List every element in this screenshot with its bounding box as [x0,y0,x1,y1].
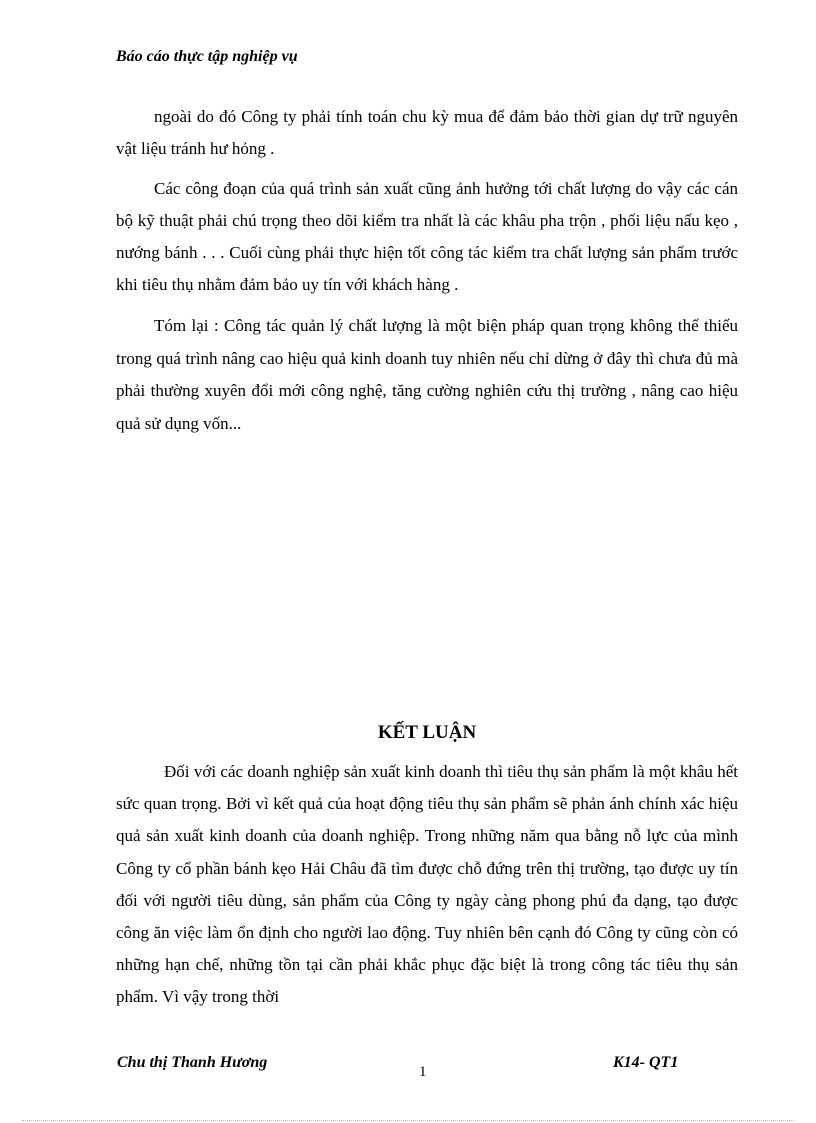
footer-author: Chu thị Thanh Hương [117,1054,268,1071]
conclusion-title: KẾT LUẬN [377,722,477,743]
paragraph-1: ngoài do đó Công ty phải tính toán chu kỳ mua để đảm bảo thời gian dự trữ nguyên vật liệu tránh hư hỏng . [116,107,738,158]
paragraph-2: Các công đoạn của quá trình sản xuất cũng ảnh hưởng tới chất lượng do vậy các cán bộ kỹ thuật phải chú trọng theo dõi kiểm tra nhất là các khâu pha trộn , phối liệu nấu kẹo , nướng bánh . . . Cuối cùng phải thực hiện tốt công tác kiểm tra chất lượng sản phẩm trước khi tiêu thụ nhằm đảm bảo uy tín với khách hàng . [116,179,738,294]
footer-class-code: K14- QT1 [613,1054,679,1071]
page-bottom-divider [22,1120,794,1121]
paragraph-3: Tóm lại : Công tác quản lý chất lượng là một biện pháp quan trọng không thể thiếu trong quá trình nâng cao hiệu quả kinh doanh tuy nhiên nếu chỉ dừng ở đây thì chưa đủ mà phải thường xuyên đổi mới công nghệ, tăng cường nghiên cứu thị trường , nâng cao hiệu quả sử dụng vốn... [116,316,738,433]
page-number: 1 [419,1064,427,1080]
document-header: Báo cáo thực tập nghiệp vụ [116,48,298,65]
conclusion-paragraph: Đối với các doanh nghiệp sản xuất kinh doanh thì tiêu thụ sản phẩm là một khâu hết sức quan trọng. Bởi vì kết quả của hoạt động tiêu thụ sản phẩm sẽ phản ánh chính xác hiệu quả sản xuất kinh doanh của doanh nghiệp. Trong những năm qua bằng nỗ lực của mình Công ty cổ phần bánh kẹo Hải Châu đã tìm được chỗ đứng trên thị trường, tạo được uy tín đối với người tiêu dùng, sản phẩm của Công ty ngày càng phong phú đa dạng, tạo được công ăn việc làm ổn định cho người lao động. Tuy nhiên bên cạnh đó Công ty cũng còn có những hạn chế, những tồn tại cần phải khắc phục đặc biệt là trong công tác tiêu thụ sản phẩm. Vì vậy trong thời [116,762,738,1007]
